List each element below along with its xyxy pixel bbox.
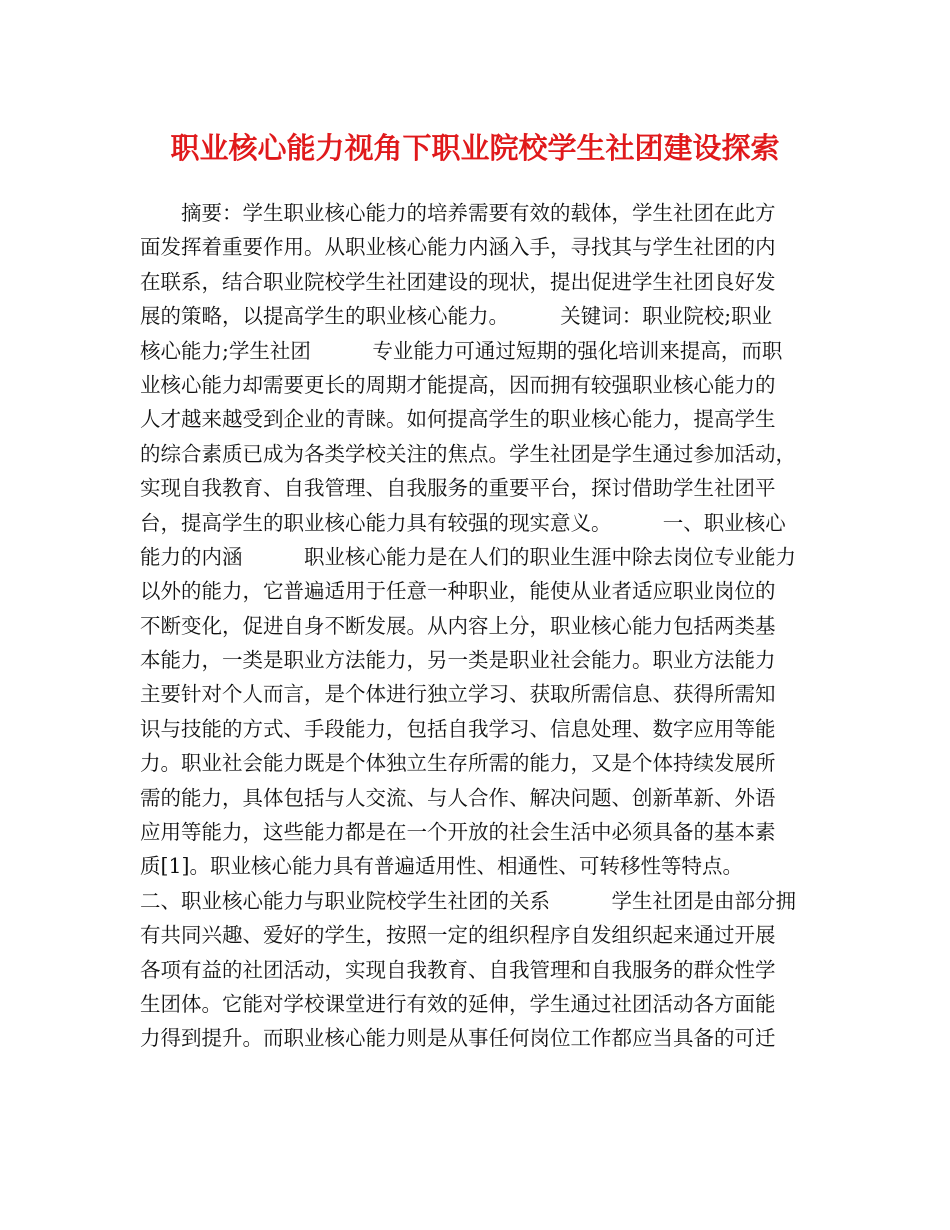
body-text-line: 需的能力，具体包括与人交流、与人合作、解决问题、创新革新、外语 — [140, 785, 776, 810]
body-text-line: 主要针对个人而言，是个体进行独立学习、获取所需信息、获得所需知 — [140, 682, 776, 707]
body-text-line: 能力的内涵 职业核心能力是在人们的职业生涯中除去岗位专业能力 — [140, 544, 796, 569]
body-text-line: 识与技能的方式、手段能力，包括自我学习、信息处理、数字应用等能 — [140, 716, 776, 741]
body-text-line: 台，提高学生的职业核心能力具有较强的现实意义。 一、职业核心 — [140, 510, 786, 535]
body-text-line: 各项有益的社团活动，实现自我教育、自我管理和自我服务的群众性学 — [140, 957, 776, 982]
body-text-line: 二、职业核心能力与职业院校学生社团的关系 学生社团是由部分拥 — [140, 888, 796, 913]
body-text-line: 摘要：学生职业核心能力的培养需要有效的载体，学生社团在此方 — [140, 201, 776, 225]
body-text-line: 人才越来越受到企业的青睐。如何提高学生的职业核心能力，提高学生 — [140, 407, 776, 432]
body-text-line: 力。职业社会能力既是个体独立生存所需的能力，又是个体持续发展所 — [140, 751, 776, 776]
document-title: 职业核心能力视角下职业院校学生社团建设探索 — [170, 131, 780, 165]
body-text-line: 应用等能力，这些能力都是在一个开放的社会生活中必须具备的基本素 — [140, 820, 776, 845]
body-text-line: 不断变化，促进自身不断发展。从内容上分，职业核心能力包括两类基 — [140, 613, 776, 638]
body-text-line: 业核心能力却需要更长的周期才能提高，因而拥有较强职业核心能力的 — [140, 372, 776, 397]
document-body — [140, 196, 815, 1056]
body-text-line: 生团体。它能对学校课堂进行有效的延伸，学生通过社团活动各方面能 — [140, 991, 776, 1016]
body-text-line: 力得到提升。而职业核心能力则是从事任何岗位工作都应当具备的可迁 — [140, 1026, 776, 1051]
body-text-line: 展的策略，以提高学生的职业核心能力。 关键词：职业院校;职业 — [140, 304, 773, 329]
body-text-line: 面发挥着重要作用。从职业核心能力内涵入手，寻找其与学生社团的内 — [140, 235, 776, 260]
body-text-line: 的综合素质已成为各类学校关注的焦点。学生社团是学生通过参加活动， — [140, 441, 796, 466]
body-text-line: 有共同兴趣、爱好的学生，按照一定的组织程序自发组织起来通过开展 — [140, 923, 776, 948]
body-text-line: 以外的能力，它普遍适用于任意一种职业，能使从业者适应职业岗位的 — [140, 579, 776, 604]
body-text-line: 质[1]。职业核心能力具有普遍适用性、相通性、可转移性等特点。 — [140, 854, 744, 879]
body-text-line: 核心能力;学生社团 专业能力可通过短期的强化培训来提高，而职 — [140, 338, 783, 363]
body-text-line: 实现自我教育、自我管理、自我服务的重要平台，探讨借助学生社团平 — [140, 476, 776, 501]
body-text-line: 在联系，结合职业院校学生社团建设的现状，提出促进学生社团良好发 — [140, 269, 776, 294]
body-text-line: 本能力，一类是职业方法能力，另一类是职业社会能力。职业方法能力 — [140, 648, 776, 673]
